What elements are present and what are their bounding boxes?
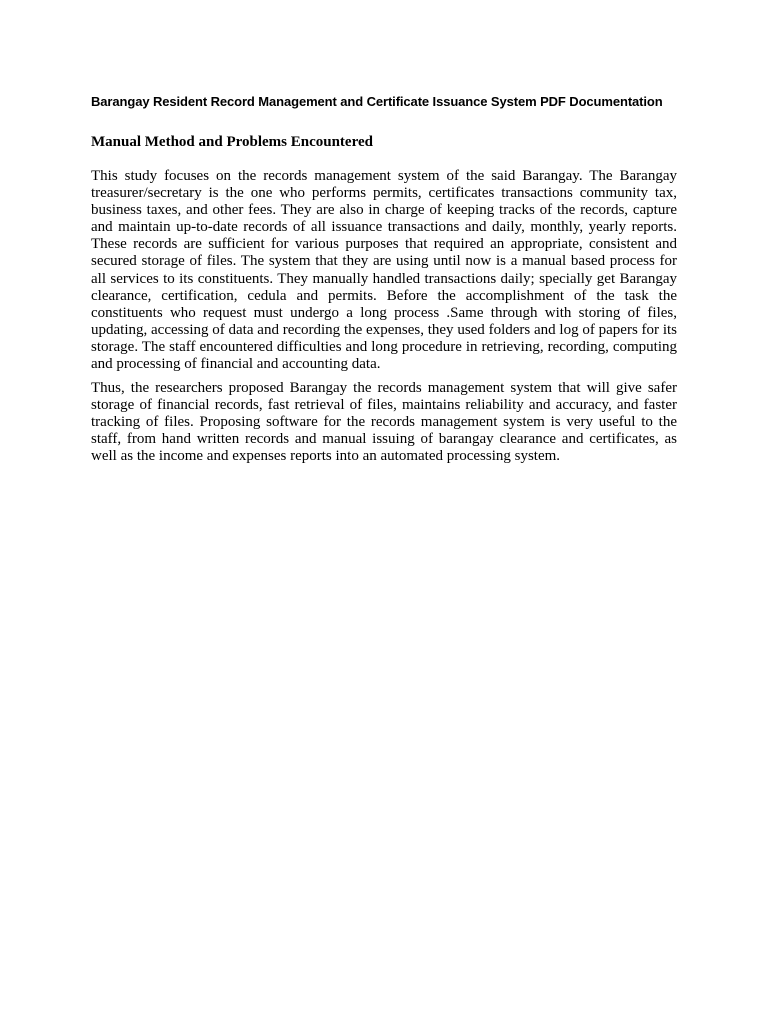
body-paragraph-1: This study focuses on the records management system of the said Barangay. The Barangay treasurer/secretary is the one who performs permits, certificates transactions community tax, business taxes, and other fees. They are also in charge of keeping tracks of the records, capture and maintain up-to-date records of all issuance transactions and daily, monthly, yearly reports. These records are sufficient for various purposes that required an appropriate, consistent and secured storage of files. The system that they are using until now is a manual based process for all services to its constituents. They manually handled transactions daily; specially get Barangay clearance, certification, cedula and permits. Before the accomplishment of the task the constituents who request must undergo a long process .Same through with storing of files, updating, accessing of data and recording the expenses, they used folders and log of papers for its storage. The staff encountered difficulties and long procedure in retrieving, recording, computing and processing of financial and accounting data. xyxy=(91,168,677,373)
body-paragraph-2: Thus, the researchers proposed Barangay the records management system that will give safer storage of financial records, fast retrieval of files, maintains reliability and accuracy, and faster tracking of files. Proposing software for the records management system is very useful to the staff, from hand written records and manual issuing of barangay clearance and certificates, as well as the income and expenses reports into an automated processing system. xyxy=(91,380,677,465)
document-title: Barangay Resident Record Management and Certificate Issuance System PDF Documentation xyxy=(91,94,663,109)
section-heading: Manual Method and Problems Encountered xyxy=(91,134,373,150)
